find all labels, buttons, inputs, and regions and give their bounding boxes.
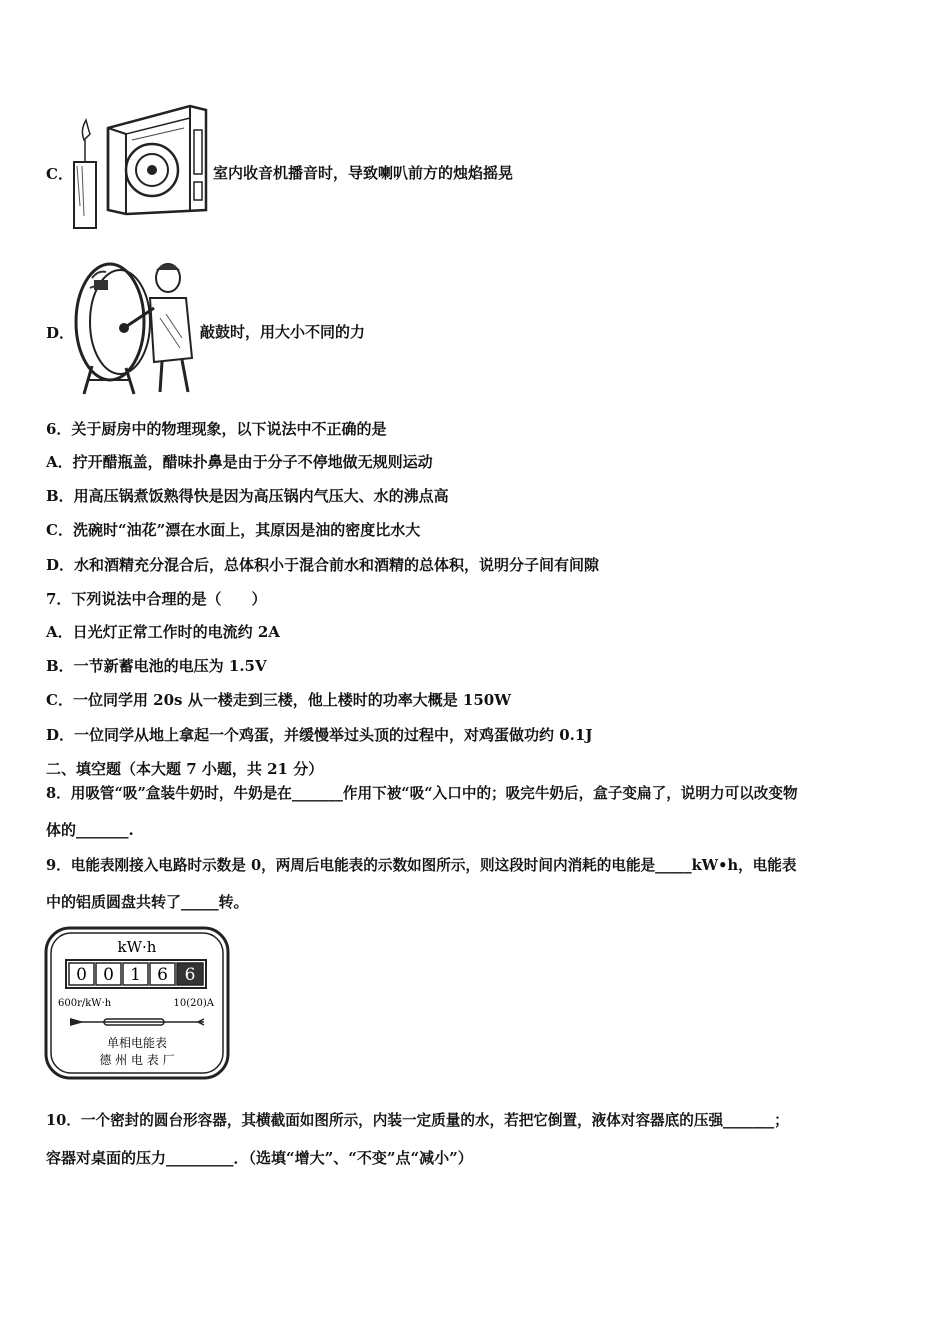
meter-decimal-digit: 6 xyxy=(184,965,196,985)
q7-option-a: A．日光灯正常工作时的电流约 2A xyxy=(46,623,280,641)
meter-unit: kW·h xyxy=(117,938,157,956)
meter-digit: 0 xyxy=(76,965,87,985)
q6-option-a: A．拧开醋瓶盖，醋味扑鼻是由于分子不停地做无规则运动 xyxy=(46,453,433,471)
drum-figure xyxy=(70,258,198,396)
q7-option-c: C．一位同学用 20s 从一楼走到三楼，他上楼时的功率大概是 150W xyxy=(46,691,512,709)
section-heading: 二、填空题（本大题 7 小题，共 21 分） xyxy=(46,760,324,778)
meter-spec-left: 600r/kW·h xyxy=(58,998,112,1009)
radio-candle-figure xyxy=(72,100,212,234)
meter-digit: 6 xyxy=(157,965,168,985)
q9-line1: 9．电能表刚接入电路时示数是 0，两周后电能表的示数如图所示，则这段时间内消耗的电能是_____kW•h，电能表 xyxy=(46,857,797,874)
q6-option-d: D．水和酒精充分混合后，总体积小于混合前水和酒精的总体积，说明分子间有间隙 xyxy=(46,556,600,574)
meter-digit: 1 xyxy=(130,965,141,985)
meter-digits xyxy=(69,963,203,985)
meter-disc-indicator xyxy=(70,1018,204,1026)
electricity-meter-figure xyxy=(44,926,232,1082)
q7-option-b: B．一节新蓄电池的电压为 1.5V xyxy=(46,657,267,675)
q10-line2: 容器对桌面的压力_________．（选填“增大”、“不变”点“减小”） xyxy=(46,1149,473,1167)
q8-line2: 体的_______. xyxy=(46,821,134,839)
meter-name: 单相电能表 xyxy=(106,1036,168,1050)
option-d-text: 敲鼓时，用大小不同的力 xyxy=(200,323,366,341)
q7-option-d: D．一位同学从地上拿起一个鸡蛋，并缓慢举过头顶的过程中，对鸡蛋做功约 0.1J xyxy=(46,726,593,744)
q8-line1: 8．用吸管“吸”盒装牛奶时，牛奶是在_______作用下被“吸“入口中的；吸完牛奶后，盒子变扁了，说明力可以改变物 xyxy=(46,785,798,802)
q6-option-c: C．洗碗时“油花”漂在水面上，其原因是油的密度比水大 xyxy=(46,521,421,539)
q7-stem: 7．下列说法中合理的是（ ） xyxy=(46,590,267,608)
q6-stem: 6．关于厨房中的物理现象，以下说法中不正确的是 xyxy=(46,420,387,438)
meter-spec-right: 10(20)A xyxy=(173,998,214,1009)
q6-option-b: B．用高压锅煮饭熟得快是因为高压锅内气压大、水的沸点高 xyxy=(46,487,449,505)
option-c-text: 室内收音机播音时，导致喇叭前方的烛焰摇晃 xyxy=(213,164,514,182)
meter-digit: 0 xyxy=(103,965,114,985)
q10-line1: 10．一个密封的圆台形容器，其横截面如图所示，内装一定质量的水，若把它倒置，液体对容器底的压强_______； xyxy=(46,1112,789,1129)
option-c-label: C． xyxy=(46,165,73,183)
q9-line2: 中的铝质圆盘共转了_____转。 xyxy=(46,893,249,911)
option-d-label: D． xyxy=(46,324,75,342)
meter-maker: 德 州 电 表 厂 xyxy=(99,1053,175,1067)
